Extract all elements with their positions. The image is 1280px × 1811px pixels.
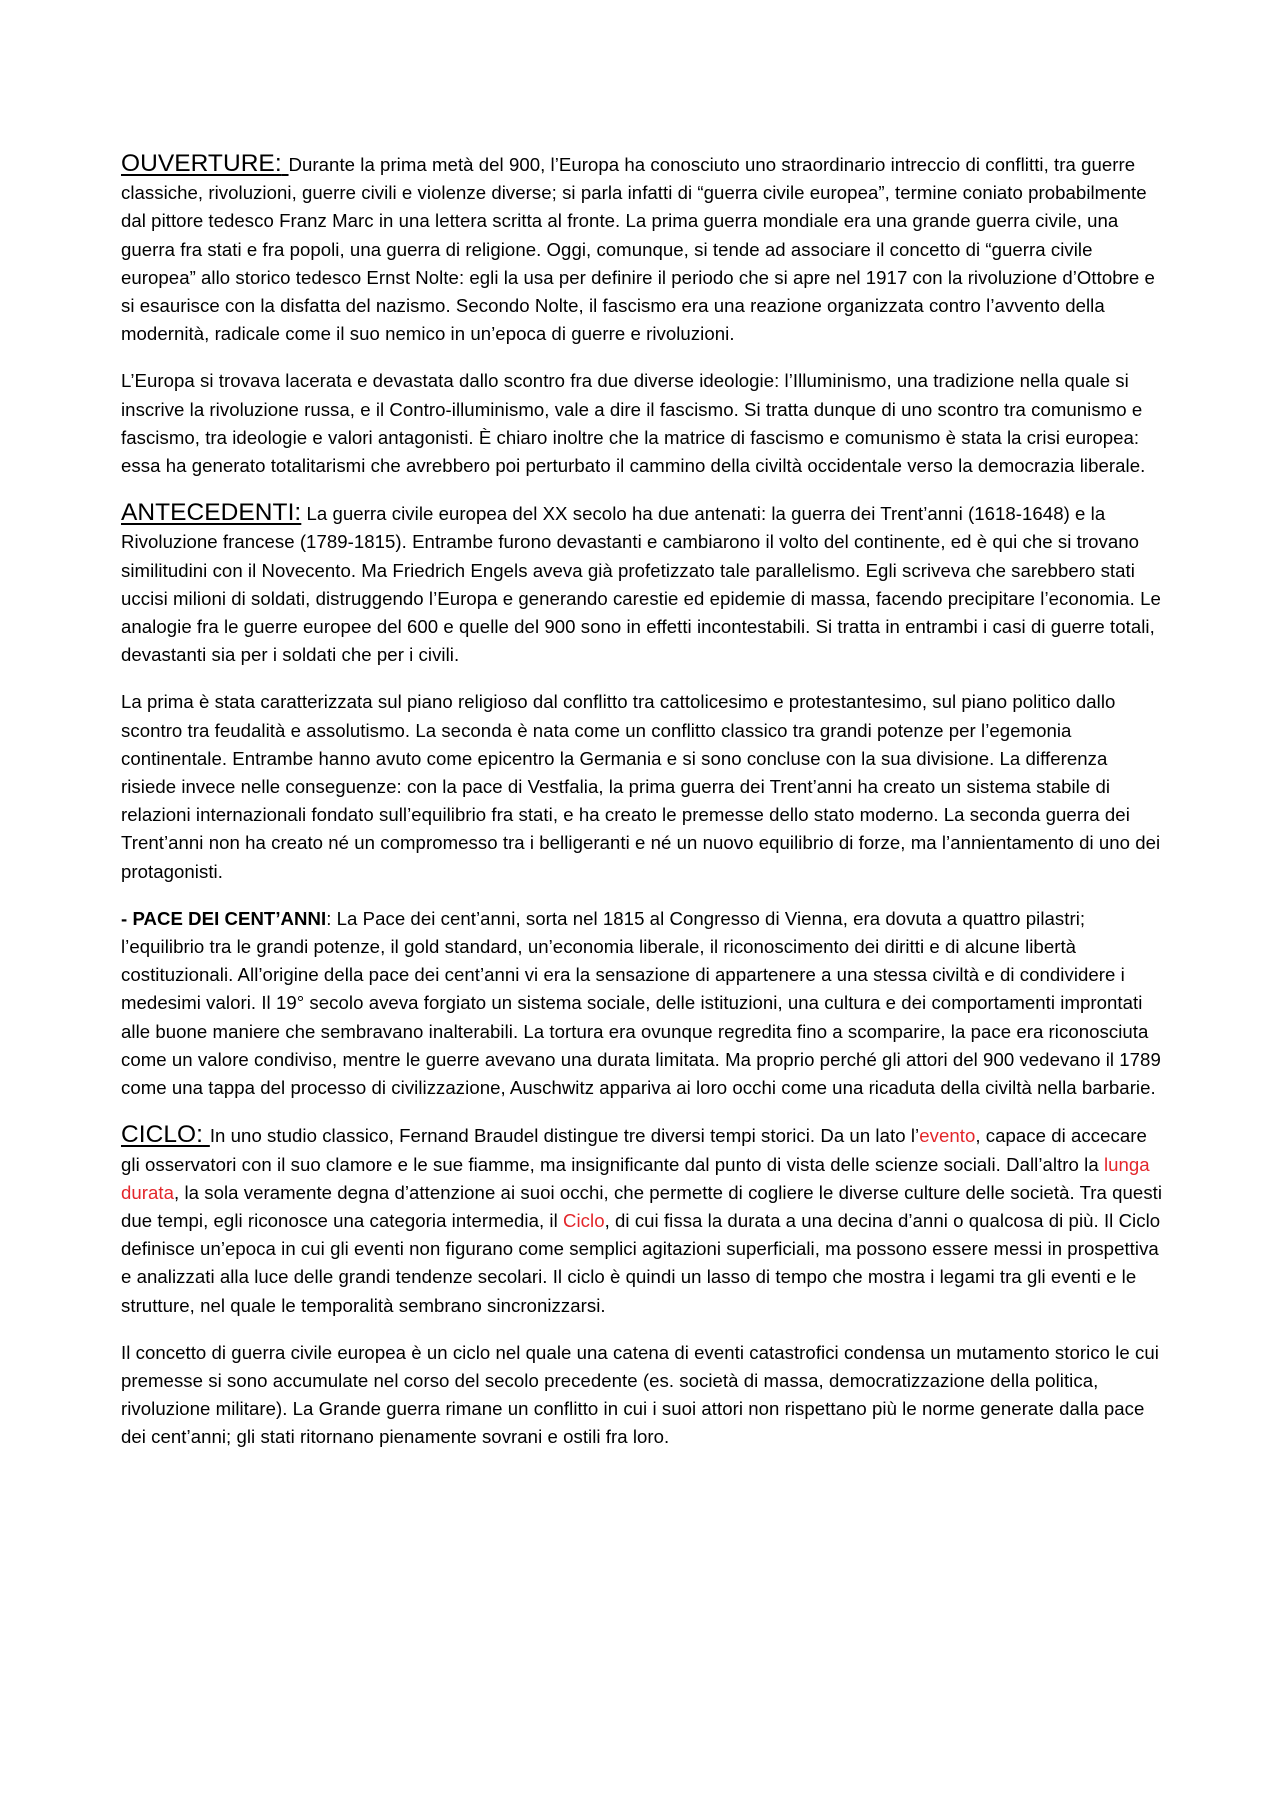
- paragraph-text: Il concetto di guerra civile europea è un ciclo nel quale una catena di eventi catastrofici condensa un mutamento storico le cui premesse si sono accumulate nel corso del secolo precedente (es. società di massa, democratizzazione della politica, rivoluzione militare). La Grande guerra rimane un conflitto in cui i suoi attori non rispettano più le norme generate dalla pace dei cent’anni; gli stati ritornano pienamente sovrani e ostili fra loro.: [121, 1341, 1159, 1448]
- paragraph-text: : La Pace dei cent’anni, sorta nel 1815 al Congresso di Vienna, era dovuta a quattro pilastri; l’equilibrio tra le grandi potenze, il gold standard, un’economia liberale, il riconoscimento dei diritti e di alcune libertà costituzionali. All’origine della pace dei cent’anni vi era la sensazione di appartenere a una stessa civiltà e di condividere i medesimi valori. Il 19° secolo aveva forgiato un sistema sociale, delle istituzioni, una cultura e dei comportamenti improntati alle buone maniere che sembravano inalterabili. La tortura era ovunque regredita fino a scomparire, la pace era riconosciuta come un valore condiviso, mentre le guerre avevano una durata limitata. Ma proprio perché gli attori del 900 vedevano il 1789 come una tappa del processo di civilizzazione, Auschwitz appariva ai loro occhi come una ricaduta della civiltà nella barbarie.: [121, 907, 1161, 1099]
- paragraph-text: In uno studio classico, Fernand Braudel distingue tre diversi tempi storici. Da un lato l’: [209, 1125, 920, 1147]
- paragraph-text: , capace di accecare gli osservatori con il suo clamore e le sue fiamme, ma insignificante dal punto di vista delle scienze sociali. Dall’altro la: [121, 1125, 1147, 1175]
- paragraph-text: , di cui fissa la durata a una decina d’anni o qualcosa di più. Il Ciclo definisce un’epoca in cui gli eventi non figurano come semplici agitazioni superficiali, ma possono essere messi in prospettiva e analizzati alla luce delle grandi tendenze secolari. Il ciclo è quindi un lasso di tempo che mostra i legami tra gli eventi e le strutture, nel quale le temporalità sembrano sincronizzarsi.: [121, 1209, 1161, 1316]
- highlight-ciclo: Ciclo: [563, 1209, 605, 1231]
- subheading-pace-dei-centanni: - PACE DEI CENT’ANNI: [121, 907, 327, 929]
- paragraph-text: L’Europa si trovava lacerata e devastata dallo scontro fra due diverse ideologie: l’Illuminismo, una tradizione nella quale si inscrive la rivoluzione russa, e il Contro-illuminismo, vale a dire il fascismo. Si tratta dunque di uno scontro tra comunismo e fascismo, tra ideologie e valori antagonisti. È chiaro inoltre che la matrice di fascismo e comunismo è stata la crisi europea: essa ha generato totalitarismi che avrebbero poi perturbato il cammino della civiltà occidentale verso la democrazia liberale.: [121, 370, 1146, 477]
- heading-ciclo-gap: [203, 1121, 210, 1148]
- highlight-lunga-durata: lunga durata: [121, 1153, 1150, 1203]
- paragraph-text: La prima è stata caratterizzata sul piano religioso dal conflitto tra cattolicesimo e protestantesimo, sul piano politico dallo scontro tra feudalità e assolutismo. La seconda è nata come un conflitto classico tra grandi potenze per l’egemonia continentale. Entrambe hanno avuto come epicentro la Germania e si sono concluse con la sua divisione. La differenza risiede invece nelle conseguenze: con la pace di Vestfalia, la prima guerra dei Trent’anni ha creato un sistema stabile di relazioni internazionali fondato sull’equilibrio fra stati, e ha creato le premesse dello stato moderno. La seconda guerra dei Trent’anni non ha creato né un compromesso tra i belligeranti e né un nuovo equilibrio di forze, ma l’annientamento di uno dei protagonisti.: [121, 691, 1161, 882]
- paragraph-ideologie: [121, 367, 1163, 480]
- paragraph-pace-dei-centanni: [121, 905, 1163, 1102]
- heading-antecedenti: ANTECEDENTI:: [121, 499, 302, 527]
- paragraph-text: Durante la prima metà del 900, l’Europa ha conosciuto uno straordinario intreccio di conflitti, tra guerre classiche, rivoluzioni, guerre civili e violenze diverse; si parla infatti di “guerra civile europea”, termine coniato probabilmente dal pittore tedesco Franz Marc in una lettera scritta al fronte. La prima guerra mondiale era una grande guerra civile, una guerra fra stati e fra popoli, una guerra di religione. Oggi, comunque, si tende ad associare il concetto di “guerra civile europea” allo storico tedesco Ernst Nolte: egli la usa per definire il periodo che si apre nel 1917 con la rivoluzione d’Ottobre e si esaurisce con la disfatta del nazismo. Secondo Nolte, il fascismo era una reazione organizzata contro l’avvento della modernità, radicale come il suo nemico in un’epoca di guerre e rivoluzioni.: [121, 154, 1155, 345]
- paragraph-ouverture: [121, 150, 1163, 348]
- document-page: [121, 150, 1163, 1471]
- heading-ouverture: OUVERTURE:: [121, 150, 282, 177]
- highlight-evento: evento: [919, 1125, 976, 1147]
- paragraph-text: La guerra civile europea del XX secolo ha due antenati: la guerra dei Trent’anni (1618-1648) e la Rivoluzione francese (1789-1815). Entrambe furono devastanti e cambiarono il volto del continente, ed è qui che si trovano similitudini con il Novecento. Ma Friedrich Engels aveva già profetizzato tale parallelismo. Egli scriveva che sarebbero stati uccisi milioni di soldati, distruggendo l’Europa e generando carestie ed epidemie di massa, facendo precipitare l’economia. Le analogie fra le guerre europee del 600 e quelle del 900 sono in effetti incontestabili. Si tratta in entrambi i casi di guerre totali, devastanti sia per i soldati che per i civili.: [121, 503, 1161, 666]
- paragraph-concetto-guerra-civile: [121, 1339, 1163, 1452]
- paragraph-text: , la sola veramente degna d’attenzione ai suoi occhi, che permette di cogliere le diverse culture delle società. Tra questi due tempi, egli riconosce una categoria intermedia, il: [121, 1181, 1163, 1231]
- heading-ciclo: CICLO:: [121, 1121, 203, 1149]
- heading-ouverture-gap: [282, 150, 289, 177]
- paragraph-confronto-guerre: [121, 688, 1163, 885]
- paragraph-antecedenti: [121, 499, 1163, 669]
- paragraph-ciclo: [121, 1121, 1163, 1319]
